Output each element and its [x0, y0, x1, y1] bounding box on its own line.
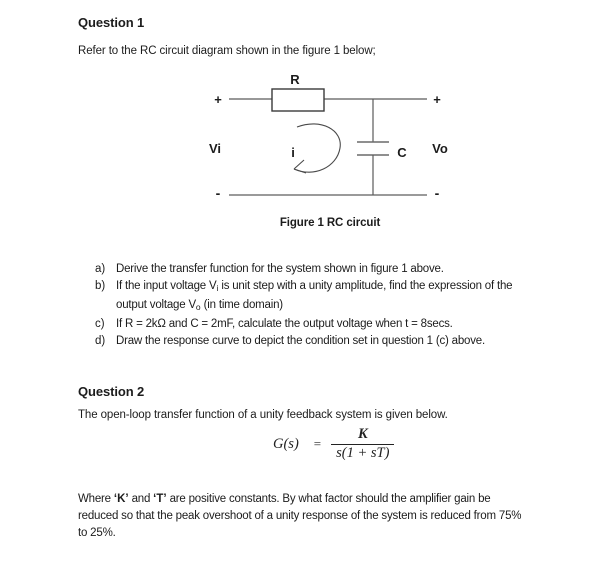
fraction-denominator: s(1 + sT) [331, 444, 394, 462]
resistor-symbol [272, 89, 324, 111]
plus-sign-right: + [433, 92, 441, 107]
item-text: If R = 2kΩ and C = 2mF, calculate the output voltage when t = 8secs. [116, 318, 453, 330]
minus-sign-right: - [434, 185, 440, 201]
figure-caption: Figure 1 RC circuit [279, 217, 381, 229]
question1-intro: Refer to the RC circuit diagram shown in the figure 1 below; [78, 45, 376, 57]
resistor-label: R [290, 72, 300, 87]
question2-title: Question 2 [78, 384, 145, 399]
item-label: a) [95, 263, 106, 275]
item-text: Draw the response curve to depict the condition set in question 1 (c) above. [116, 335, 485, 347]
item-label: d) [95, 335, 106, 347]
subscript-o: o [195, 302, 201, 312]
question1-title: Question 1 [78, 15, 145, 30]
subscript-i: i [216, 283, 219, 293]
current-loop-arrowhead-icon [294, 160, 306, 173]
item-label: b) [95, 280, 106, 292]
list-item-c [95, 316, 595, 333]
formula-lhs: G(s) [273, 435, 299, 452]
plus-sign-left: + [214, 92, 222, 107]
list-item-a [95, 261, 595, 278]
question2-intro: The open-loop transfer function of a unity feedback system is given below. [78, 409, 448, 421]
constant-k: ‘K’ [113, 493, 129, 505]
list-item-b [95, 278, 595, 316]
constant-t: ‘T’ [153, 493, 167, 505]
minus-sign-left: - [215, 185, 221, 201]
capacitor-label: C [397, 145, 407, 160]
formula-fraction [331, 427, 394, 462]
question1-item-list [95, 261, 595, 350]
item-label: c) [95, 318, 105, 330]
transfer-function-formula [273, 427, 394, 462]
question2-closing-paragraph: Where ‘K’ and ‘T’ are positive constants. By what factor should the amplifier gain be reduced so that the peak overshoot of a unity response of the system is reduced from 75% to 25%. [78, 493, 522, 539]
current-loop-arrow-icon [294, 124, 340, 172]
list-item-d [95, 333, 595, 350]
loop-current-label: i [291, 145, 295, 160]
rc-circuit-diagram [193, 68, 467, 210]
equals-sign: = [313, 436, 322, 452]
fraction-numerator: K [357, 426, 368, 442]
input-voltage-label: Vi [208, 141, 222, 156]
item-text: If the input voltage $V_i$ is unit step with a unity amplitude, find the expression of the output voltage $V_o$ (in time domain) [116, 280, 513, 312]
item-text: Derive the transfer function for the system shown in figure 1 above. [116, 263, 444, 275]
output-voltage-label: Vo [432, 141, 448, 156]
